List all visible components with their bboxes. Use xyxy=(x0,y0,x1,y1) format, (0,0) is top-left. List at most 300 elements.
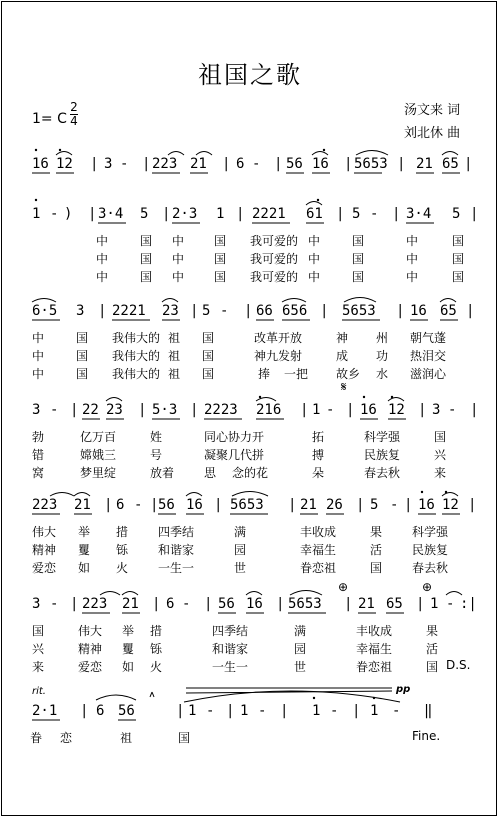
note-group: - xyxy=(446,596,455,612)
note-group: 1 xyxy=(216,206,225,222)
barline: | xyxy=(344,156,353,172)
lyric-word: 我伟大的 xyxy=(112,367,161,381)
note-group: - xyxy=(448,402,457,418)
note-group: - xyxy=(330,703,339,719)
note-group: - xyxy=(220,303,229,319)
octave-dot xyxy=(35,199,37,201)
note-group: 21 xyxy=(300,497,317,513)
lyric-word: 国 xyxy=(32,624,45,638)
lyric-word: 念的花 xyxy=(232,466,269,480)
lyric-word: 祖 xyxy=(120,731,133,745)
lyric-word: 兴 xyxy=(434,448,447,462)
note-group: ) xyxy=(64,206,73,222)
note-group: 56 xyxy=(218,596,235,612)
lyric-word: 兴 xyxy=(32,642,45,656)
barline: | xyxy=(352,703,361,719)
barline: | xyxy=(176,703,185,719)
note-group: - xyxy=(252,156,261,172)
lyric-word: 国 xyxy=(178,731,191,745)
note-group: 5·3 xyxy=(152,402,178,418)
note-group: 223 xyxy=(82,596,108,612)
note-group: 12 xyxy=(388,402,405,418)
lyric-word: 春去秋 xyxy=(412,561,449,575)
lyric-word: 国 xyxy=(452,234,465,248)
note-group: 6 xyxy=(236,156,245,172)
ritardando-marking: rit. xyxy=(32,686,46,697)
note-group: 65 xyxy=(440,303,457,319)
barline: | xyxy=(88,206,97,222)
lyric-word: 科学强 xyxy=(364,430,401,444)
note-group: 3 xyxy=(432,402,441,418)
lyric-word: 来 xyxy=(434,466,447,480)
lyric-word: 幸福生 xyxy=(356,642,393,656)
note-group: 23 xyxy=(162,303,179,319)
lyric-word: 眷 xyxy=(30,731,43,745)
barline: | xyxy=(98,303,107,319)
lyric-word: 国 xyxy=(370,561,383,575)
note-group: - xyxy=(50,206,59,222)
note-group: 21 xyxy=(74,497,91,513)
lyric-word: 我可爱的 xyxy=(250,252,299,266)
note-group: 223 xyxy=(32,497,58,513)
lyric-word: 朵 xyxy=(312,466,325,480)
lyric-word: 水 xyxy=(376,367,389,381)
barline: | xyxy=(104,497,113,513)
barline: | xyxy=(274,156,283,172)
barline: | xyxy=(416,596,425,612)
lyric-word: 祖 xyxy=(168,331,181,345)
note-group: 3 xyxy=(32,402,41,418)
lyric-word: 一生一 xyxy=(158,561,195,575)
lyric-word: 爱恋 xyxy=(78,660,103,674)
lyric-word: 举 xyxy=(122,624,135,638)
barline: | xyxy=(162,206,171,222)
lyric-word: 祖 xyxy=(168,367,181,381)
barline: | xyxy=(280,703,289,719)
ds-marking: D.S. xyxy=(446,658,471,672)
note-group: 6·5 xyxy=(32,303,58,319)
lyric-word: 中 xyxy=(172,252,185,266)
lyric-word: 国 xyxy=(202,367,215,381)
barline: | xyxy=(468,497,477,513)
composer-credit: 刘北休 曲 xyxy=(404,126,461,141)
note-group: 16 xyxy=(246,596,263,612)
note-group: 1 xyxy=(32,206,41,222)
octave-dot xyxy=(35,149,37,151)
lyric-word: 热泪交 xyxy=(410,349,447,363)
lyric-word: 伟大 xyxy=(32,525,57,539)
slur xyxy=(312,152,328,156)
lyric-word: 一生一 xyxy=(212,660,249,674)
slur xyxy=(344,298,376,303)
barline: | xyxy=(346,402,355,418)
barline: | xyxy=(236,206,245,222)
lyric-word: 放着 xyxy=(150,466,175,480)
lyric-word: 一把 xyxy=(284,367,309,381)
note-group: 216 xyxy=(256,402,282,418)
lyric-word: 中 xyxy=(172,234,185,248)
slur xyxy=(440,299,456,303)
slur xyxy=(50,493,74,497)
slur xyxy=(106,398,122,402)
lyric-word: 丰收成 xyxy=(300,525,337,539)
lyric-word: 来 xyxy=(32,660,45,674)
slur xyxy=(32,299,56,303)
lyric-word: 精神 xyxy=(32,543,57,557)
note-group: 16 xyxy=(360,402,377,418)
lyric-word: 如 xyxy=(122,660,135,674)
lyric-word: 民族复 xyxy=(412,543,449,557)
note-group: 22 xyxy=(82,402,99,418)
note-group: - xyxy=(326,402,335,418)
barline: | xyxy=(404,497,413,513)
octave-dot xyxy=(313,697,315,699)
note-group: 5653 xyxy=(288,596,322,612)
lyric-word: 中 xyxy=(32,367,45,381)
lyric-word: 国 xyxy=(452,252,465,266)
note-group: 16 xyxy=(410,303,427,319)
note-group: - xyxy=(182,596,191,612)
decrescendo-hairpin xyxy=(186,688,392,693)
lyric-word: 国 xyxy=(76,349,89,363)
lyric-word: 拓 xyxy=(312,430,325,444)
lyric-word: 伟大 xyxy=(78,624,103,638)
note-group: 3 xyxy=(32,596,41,612)
lyric-word: 滋润心 xyxy=(410,367,447,381)
note-group: 5 xyxy=(370,497,379,513)
lyric-word: 中 xyxy=(406,252,419,266)
lyric-word: 思 xyxy=(204,466,217,480)
note-group: 21 xyxy=(122,596,139,612)
barline: | xyxy=(204,596,213,612)
lyric-word: 州 xyxy=(376,331,389,345)
lyric-word: 春去秋 xyxy=(364,466,401,480)
lyric-word: 和谐家 xyxy=(158,543,195,557)
lyric-word: 勃 xyxy=(32,430,45,444)
barline: | xyxy=(344,596,353,612)
lyric-word: 国 xyxy=(76,331,89,345)
lyric-word: 中 xyxy=(308,234,321,248)
barline: | xyxy=(392,206,401,222)
note-group: - xyxy=(50,596,59,612)
repeat-sign: :| xyxy=(460,596,477,612)
slur xyxy=(442,152,458,156)
note-group: 1 xyxy=(430,596,439,612)
lyric-word: 和谐家 xyxy=(212,642,249,656)
slur xyxy=(56,152,72,156)
barline: | xyxy=(288,497,297,513)
note-group: 66 xyxy=(256,303,273,319)
note-group: 5653 xyxy=(342,303,376,319)
lyric-word: 我伟大的 xyxy=(112,331,161,345)
slur xyxy=(442,493,458,497)
lyric-word: 中 xyxy=(308,270,321,284)
dynamic-pp: pp xyxy=(396,684,411,695)
fine-marking: Fine. xyxy=(412,729,441,743)
time-signature-bottom: 4 xyxy=(70,114,78,128)
lyric-word: 爱恋 xyxy=(32,561,57,575)
lyric-word: 神 xyxy=(336,331,349,345)
lyric-word: 国 xyxy=(202,331,215,345)
note-group: - xyxy=(120,156,129,172)
barline: | xyxy=(70,596,79,612)
lyric-word: 功 xyxy=(376,349,389,363)
lyric-word: 窝 xyxy=(32,466,45,480)
lyric-word: 祖 xyxy=(168,349,181,363)
note-group: 6 xyxy=(116,497,125,513)
lyricist-credit: 汤文来 词 xyxy=(404,103,461,118)
lyric-word: 国 xyxy=(434,430,447,444)
slur xyxy=(196,152,212,156)
lyric-word: 活 xyxy=(426,642,439,656)
barline: | xyxy=(226,703,235,719)
lyric-word: 搏 xyxy=(312,448,325,462)
note-group: 656 xyxy=(282,303,308,319)
note-group: 2·1 xyxy=(32,703,58,719)
slur xyxy=(290,591,322,596)
lyric-word: 凝聚几代拼 xyxy=(204,448,265,462)
slur xyxy=(256,398,276,402)
lyric-word: 捧 xyxy=(258,367,271,381)
note-group: 5653 xyxy=(230,497,264,513)
lyric-word: 幸福生 xyxy=(300,543,337,557)
lyric-word: 成 xyxy=(336,349,349,363)
note-group: 65 xyxy=(386,596,403,612)
lyric-word: 国 xyxy=(352,252,365,266)
lyric-word: 铄 xyxy=(150,642,163,656)
lyric-word: 神九发射 xyxy=(254,349,303,363)
slur xyxy=(246,592,262,596)
lyric-word: 眷恋祖 xyxy=(300,561,337,575)
breath-mark xyxy=(150,692,154,697)
slur xyxy=(388,398,404,402)
slur xyxy=(232,492,268,497)
octave-dot xyxy=(363,396,365,398)
lyric-word: 四季结 xyxy=(158,525,195,539)
lyric-word: 中 xyxy=(96,270,109,284)
slur xyxy=(356,151,388,156)
barline: | xyxy=(470,402,479,418)
note-group: 16 xyxy=(312,156,329,172)
lyric-word: 国 xyxy=(214,234,227,248)
note-group: 5 xyxy=(452,206,461,222)
lyric-word: 改革开放 xyxy=(254,331,303,345)
octave-dot xyxy=(323,149,325,151)
barline: | xyxy=(222,156,231,172)
lyric-word: 国 xyxy=(76,367,89,381)
coda-sign: ⊕ xyxy=(422,580,433,594)
lyric-word: 国 xyxy=(140,252,153,266)
note-group: 16 xyxy=(32,156,49,172)
lyric-word: 中 xyxy=(406,270,419,284)
lyric-word: 科学强 xyxy=(412,525,449,539)
barline: | xyxy=(397,156,406,172)
lyric-word: 果 xyxy=(370,525,383,539)
note-group: 26 xyxy=(326,497,343,513)
note-group: - xyxy=(206,703,215,719)
lyric-word: 国 xyxy=(214,270,227,284)
note-group: 1 xyxy=(312,402,321,418)
lyric-word: 民族复 xyxy=(364,448,401,462)
lyric-word: 果 xyxy=(426,624,439,638)
barline: | xyxy=(70,402,79,418)
lyric-word: 世 xyxy=(294,660,307,674)
barline: | xyxy=(244,303,253,319)
final-barline: ‖ xyxy=(424,703,433,719)
note-group: 223 xyxy=(152,156,178,172)
note-group: 23 xyxy=(106,402,123,418)
note-group: 21 xyxy=(416,156,433,172)
octave-dot xyxy=(373,697,375,699)
lyric-word: 国 xyxy=(352,234,365,248)
note-group: - xyxy=(50,402,59,418)
barline: | xyxy=(470,206,479,222)
slur xyxy=(96,695,136,700)
barline: | xyxy=(190,303,199,319)
octave-dot xyxy=(259,396,261,398)
lyric-word: 国 xyxy=(214,252,227,266)
barline: | xyxy=(90,156,99,172)
lyric-word: 国 xyxy=(140,270,153,284)
barline: | xyxy=(190,402,199,418)
lyric-word: 精神 xyxy=(78,642,103,656)
barline: | xyxy=(320,303,329,319)
barline: | xyxy=(152,596,161,612)
lyric-word: 错 xyxy=(32,448,45,462)
lyric-word: 中 xyxy=(96,252,109,266)
barline: | xyxy=(214,497,223,513)
barline: | xyxy=(336,206,345,222)
note-group: - xyxy=(390,497,399,513)
note-group: - xyxy=(134,497,143,513)
note-group: 56 xyxy=(158,497,175,513)
note-group: 1 xyxy=(188,703,197,719)
lyric-word: 朝气蓬 xyxy=(410,331,447,345)
lyric-word: 同心协力开 xyxy=(204,430,265,444)
barline: | xyxy=(418,402,427,418)
slur xyxy=(282,299,306,303)
note-group: 12 xyxy=(56,156,73,172)
barline: | xyxy=(138,402,147,418)
lyric-word: 园 xyxy=(294,642,307,656)
lyric-word: 铄 xyxy=(116,543,129,557)
slur xyxy=(186,493,202,497)
lyric-word: 中 xyxy=(406,234,419,248)
lyric-word: 故乡 xyxy=(336,367,361,381)
note-group: 1 xyxy=(312,703,321,719)
lyric-word: 姓 xyxy=(150,430,163,444)
note-group: 56 xyxy=(286,156,303,172)
lyric-word: 措 xyxy=(150,624,163,638)
lyric-word: 措 xyxy=(116,525,129,539)
barline: | xyxy=(356,497,365,513)
octave-dot xyxy=(317,199,319,201)
lyric-word: 我伟大的 xyxy=(112,349,161,363)
lyric-word: 丰收成 xyxy=(356,624,393,638)
barline: | xyxy=(300,402,309,418)
lyric-word: 梦里绽 xyxy=(80,466,117,480)
note-group: 5 xyxy=(352,206,361,222)
segno-sign: 𝄋 xyxy=(341,380,347,395)
slur xyxy=(100,592,120,596)
note-group: 3 xyxy=(104,156,113,172)
lyric-word: 满 xyxy=(294,624,307,638)
lyric-word: 世 xyxy=(234,561,247,575)
note-group: 21 xyxy=(190,156,207,172)
note-group: 16 xyxy=(418,497,435,513)
song-title: 祖国之歌 xyxy=(198,61,302,89)
lyric-word: 园 xyxy=(234,543,247,557)
note-group: 61 xyxy=(306,206,323,222)
note-group: 1 xyxy=(240,703,249,719)
note-group: 5 xyxy=(202,303,211,319)
note-group: 2223 xyxy=(204,402,238,418)
note-group: 1 xyxy=(370,703,379,719)
lyric-word: 嫦娥三 xyxy=(80,448,117,462)
lyric-word: 满 xyxy=(234,525,247,539)
octave-dot xyxy=(391,396,393,398)
barline: | xyxy=(464,156,473,172)
note-group: - xyxy=(370,206,379,222)
coda-sign: ⊕ xyxy=(338,580,349,594)
lyric-word: 火 xyxy=(150,660,163,674)
note-group: 2221 xyxy=(252,206,286,222)
lyric-word: 国 xyxy=(426,660,439,674)
lyric-word: 国 xyxy=(202,349,215,363)
lyric-word: 我可爱的 xyxy=(250,270,299,284)
barline: | xyxy=(142,156,151,172)
lyric-word: 国 xyxy=(140,234,153,248)
lyric-word: 中 xyxy=(32,349,45,363)
lyric-word: 活 xyxy=(370,543,383,557)
barline: | xyxy=(80,703,89,719)
slur xyxy=(162,299,178,303)
barline: | xyxy=(466,303,475,319)
barline: | xyxy=(276,596,285,612)
note-group: 5 xyxy=(140,206,149,222)
slur xyxy=(306,202,322,206)
barline: | xyxy=(396,303,405,319)
slur xyxy=(74,493,90,497)
lyric-word: 中 xyxy=(308,252,321,266)
lyric-word: 国 xyxy=(352,270,365,284)
slur xyxy=(122,592,138,596)
note-group: - xyxy=(258,703,267,719)
note-group: 56 xyxy=(118,703,135,719)
barline: | xyxy=(150,497,159,513)
lyric-word: 号 xyxy=(150,448,163,462)
note-group: 16 xyxy=(186,497,203,513)
note-group: - xyxy=(392,703,401,719)
octave-dot xyxy=(59,149,61,151)
lyric-word: 中 xyxy=(96,234,109,248)
lyric-word: 眷恋祖 xyxy=(356,660,393,674)
octave-dot xyxy=(445,491,447,493)
slur xyxy=(446,592,462,596)
note-group: 5653 xyxy=(354,156,388,172)
note-group: 65 xyxy=(442,156,459,172)
note-group: 3 xyxy=(76,303,85,319)
lyric-word: 举 xyxy=(78,525,91,539)
note-group: 2221 xyxy=(112,303,146,319)
note-group: 21 xyxy=(358,596,375,612)
lyric-word: 亿万百 xyxy=(80,430,117,444)
note-group: 2·3 xyxy=(172,206,198,222)
note-group: 3·4 xyxy=(98,206,124,222)
lyric-word: 国 xyxy=(452,270,465,284)
octave-dot xyxy=(421,491,423,493)
lyric-word: 矍 xyxy=(78,543,91,557)
